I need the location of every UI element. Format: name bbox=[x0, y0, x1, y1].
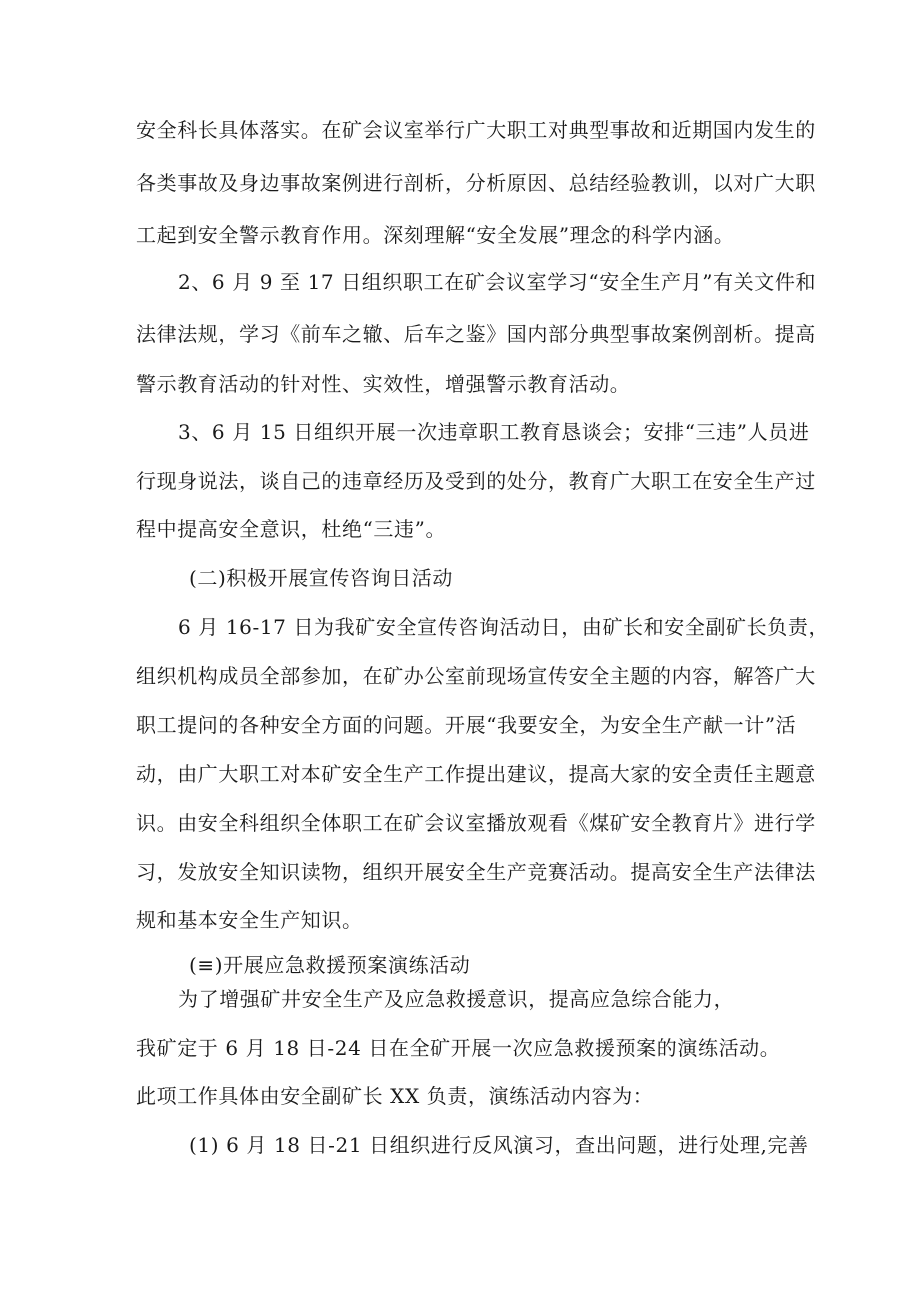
text-line: 警示教育活动的针对性、实效性，增强警示教育活动。 bbox=[136, 372, 631, 396]
text-line: 行现身说法，谈自己的违章经历及受到的处分，教育广大职工在安全生产过 bbox=[136, 469, 816, 493]
text-line: 习，发放安全知识读物，组织开展安全生产竞赛活动。提高安全生产法律法 bbox=[136, 860, 816, 884]
text-line: 此项工作具体由安全副矿长 XX 负责，演练活动内容为： bbox=[136, 1084, 654, 1108]
text-line: 动，由广大职工对本矿安全生产工作提出建议，提高大家的安全责任主题意 bbox=[136, 762, 816, 786]
text-line: 工起到安全警示教育作用。深刻理解“安全发展”理念的科学内涵。 bbox=[136, 223, 735, 247]
text-line: (1) 6 月 18 日-21 日组织进行反风演习，查出问题，进行处理,完善 bbox=[189, 1133, 809, 1157]
text-line: 6 月 16-17 日为我矿安全宣传咨询活动日，由矿长和安全副矿长负责， bbox=[178, 615, 830, 639]
text-line: 各类事故及身边事故案例进行剖析，分析原因、总结经验教训，以对广大职 bbox=[136, 171, 816, 195]
text-line: 程中提高安全意识，杜绝“三违”。 bbox=[136, 517, 447, 541]
section-heading: (≡)开展应急救援预案演练活动 bbox=[189, 953, 471, 977]
text-line: 为了增强矿井安全生产及应急救援意识，提高应急综合能力， bbox=[178, 987, 735, 1011]
text-line: 2、6 月 9 至 17 日组织职工在矿会议室学习“安全生产月”有关文件和 bbox=[178, 270, 817, 294]
text-line: 识。由安全科组织全体职工在矿会议室播放观看《煤矿安全教育片》进行学 bbox=[136, 811, 816, 835]
text-line: 职工提问的各种安全方面的问题。开展“我要安全，为安全生产献一计”活 bbox=[136, 713, 797, 737]
text-line: 3、6 月 15 日组织开展一次违章职工教育恳谈会；安排“三违”人员进 bbox=[178, 420, 810, 444]
text-line: 我矿定于 6 月 18 日-24 日在全矿开展一次应急救援预案的演练活动。 bbox=[136, 1036, 781, 1060]
text-line: 法律法规，学习《前车之辙、后车之鉴》国内部分典型事故案例剖析。提高 bbox=[136, 322, 816, 346]
text-line: 规和基本安全生产知识。 bbox=[136, 908, 363, 932]
text-line: 组织机构成员全部参加，在矿办公室前现场宣传安全主题的内容，解答广大 bbox=[136, 664, 816, 688]
text-line: 安全科长具体落实。在矿会议室举行广大职工对典型事故和近期国内发生的 bbox=[136, 118, 816, 142]
section-heading: (二)积极开展宣传咨询日活动 bbox=[189, 566, 454, 590]
